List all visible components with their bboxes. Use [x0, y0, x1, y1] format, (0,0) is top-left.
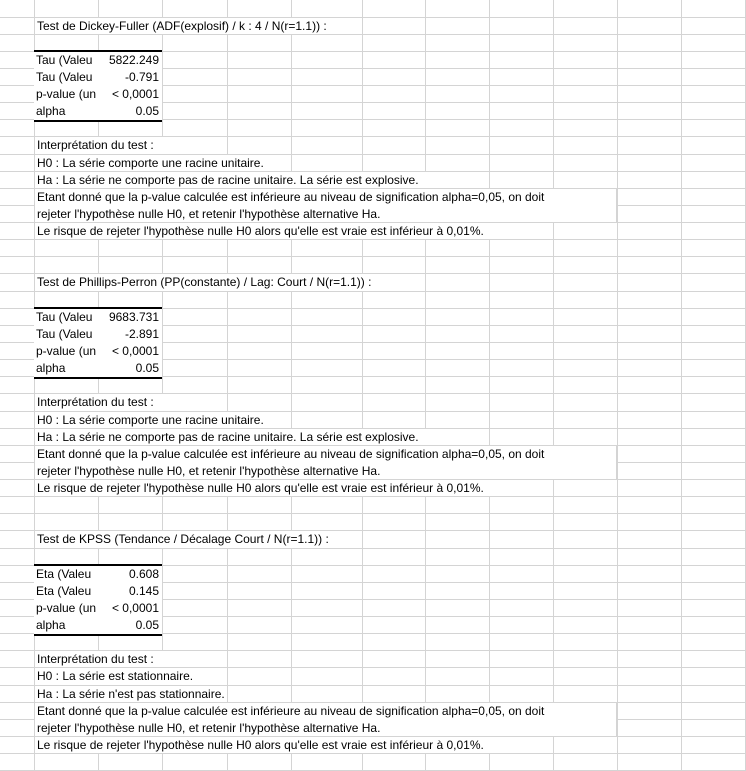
null-hypothesis[interactable]: H0 : La série comporte une racine unitaire.: [35, 155, 291, 171]
decision-text[interactable]: [35, 189, 617, 222]
decision-line-2: rejeter l'hypothèse nulle H0, et retenir l'hypothèse alternative Ha.: [37, 721, 381, 735]
risk-text[interactable]: Le risque de rejeter l'hypothèse nulle H0 alors qu'elle est vraie est inférieur à 0,01%.: [35, 223, 553, 239]
decision-text[interactable]: [35, 446, 617, 479]
pvalue-label[interactable]: p-value (un: [36, 87, 97, 102]
test-title[interactable]: Test de Dickey-Fuller (ADF(explosif) / k : 4 / N(r=1.1)) :: [35, 18, 362, 34]
stat-value[interactable]: 0.608: [128, 567, 159, 581]
results-row: [34, 566, 162, 583]
stat-value[interactable]: 5822.249: [108, 53, 159, 67]
alpha-value[interactable]: 0.05: [135, 618, 159, 633]
decision-line-1: Etant donné que la p-value calculée est inférieure au niveau de signification alpha=0,05, on doit: [37, 190, 545, 204]
interpretation-title[interactable]: Interprétation du test :: [35, 394, 227, 411]
grid-column-line: [553, 0, 554, 771]
results-row: [34, 309, 162, 326]
pvalue-value[interactable]: < 0,0001: [111, 87, 159, 102]
stat-label[interactable]: Eta (Valeu: [36, 567, 92, 581]
stat-value[interactable]: -2.891: [124, 327, 159, 342]
results-row: [34, 52, 162, 69]
stat-value[interactable]: 9683.731: [108, 310, 159, 324]
results-table: [34, 564, 162, 636]
pvalue-label[interactable]: p-value (un: [36, 344, 97, 359]
grid-row-line: [0, 513, 746, 514]
grid-column-line: [291, 0, 292, 771]
grid-row-line: [0, 239, 746, 240]
grid-column-line: [425, 0, 426, 771]
pvalue-value[interactable]: < 0,0001: [111, 344, 159, 359]
alternative-hypothesis[interactable]: Ha : La série ne comporte pas de racine unitaire. La série est explosive.: [35, 429, 489, 445]
grid-column-line: [227, 0, 228, 771]
alpha-value[interactable]: 0.05: [135, 104, 159, 119]
stat-label[interactable]: Tau (Valeu: [36, 327, 93, 342]
null-hypothesis[interactable]: H0 : La série est stationnaire.: [35, 668, 227, 685]
results-row: [34, 617, 162, 634]
alternative-hypothesis[interactable]: Ha : La série ne comporte pas de racine unitaire. La série est explosive.: [35, 172, 489, 188]
grid-row-line: [0, 256, 746, 257]
grid-column-line: [617, 0, 618, 771]
stat-value[interactable]: 0.145: [128, 584, 159, 599]
results-row: [34, 69, 162, 86]
pvalue-label[interactable]: p-value (un: [36, 601, 97, 616]
grid-column-line: [489, 0, 490, 771]
interpretation-title[interactable]: Interprétation du test :: [35, 651, 227, 667]
decision-line-2: rejeter l'hypothèse nulle H0, et retenir l'hypothèse alternative Ha.: [37, 464, 381, 478]
results-row: [34, 600, 162, 617]
results-row: [34, 360, 162, 377]
grid-row-line: [0, 496, 746, 497]
results-row: [34, 343, 162, 360]
risk-text[interactable]: Le risque de rejeter l'hypothèse nulle H0 alors qu'elle est vraie est inférieur à 0,01%.: [35, 480, 553, 496]
grid-column-line: [362, 0, 363, 771]
alpha-value[interactable]: 0.05: [135, 361, 159, 376]
results-row: [34, 583, 162, 600]
grid-row-line: [0, 753, 746, 754]
grid-row-line: [0, 548, 746, 549]
decision-line-1: Etant donné que la p-value calculée est inférieure au niveau de signification alpha=0,05, on doit: [37, 447, 545, 461]
stat-label[interactable]: Eta (Valeu: [36, 584, 92, 599]
test-title[interactable]: Test de KPSS (Tendance / Décalage Court / N(r=1.1)) :: [35, 531, 362, 548]
decision-line-1: Etant donné que la p-value calculée est inférieure au niveau de signification alpha=0,05, on doit: [37, 704, 545, 718]
decision-text[interactable]: [35, 703, 617, 736]
stat-value[interactable]: -0.791: [124, 70, 159, 85]
risk-text[interactable]: Le risque de rejeter l'hypothèse nulle H0 alors qu'elle est vraie est inférieur à 0,01%.: [35, 737, 553, 753]
test-title[interactable]: Test de Phillips-Perron (PP(constante) / Lag: Court / N(r=1.1)) :: [35, 274, 425, 291]
results-row: [34, 86, 162, 103]
grid-row-line: [0, 291, 746, 292]
results-table: [34, 50, 162, 122]
stat-label[interactable]: Tau (Valeu: [36, 70, 93, 85]
alpha-label[interactable]: alpha: [36, 104, 66, 119]
pvalue-value[interactable]: < 0,0001: [111, 601, 159, 616]
stat-label[interactable]: Tau (Valeu: [36, 53, 93, 67]
alpha-label[interactable]: alpha: [36, 618, 66, 633]
interpretation-title[interactable]: Interprétation du test :: [35, 137, 227, 154]
null-hypothesis[interactable]: H0 : La série comporte une racine unitaire.: [35, 412, 291, 428]
decision-line-2: rejeter l'hypothèse nulle H0, et retenir l'hypothèse alternative Ha.: [37, 207, 381, 221]
grid-row-line: [0, 34, 746, 35]
grid-column-line: [681, 0, 682, 771]
alpha-label[interactable]: alpha: [36, 361, 66, 376]
results-table: [34, 307, 162, 379]
alternative-hypothesis[interactable]: Ha : La série n'est pas stationnaire.: [35, 686, 227, 702]
stat-label[interactable]: Tau (Valeu: [36, 310, 93, 324]
results-row: [34, 103, 162, 120]
results-row: [34, 326, 162, 343]
